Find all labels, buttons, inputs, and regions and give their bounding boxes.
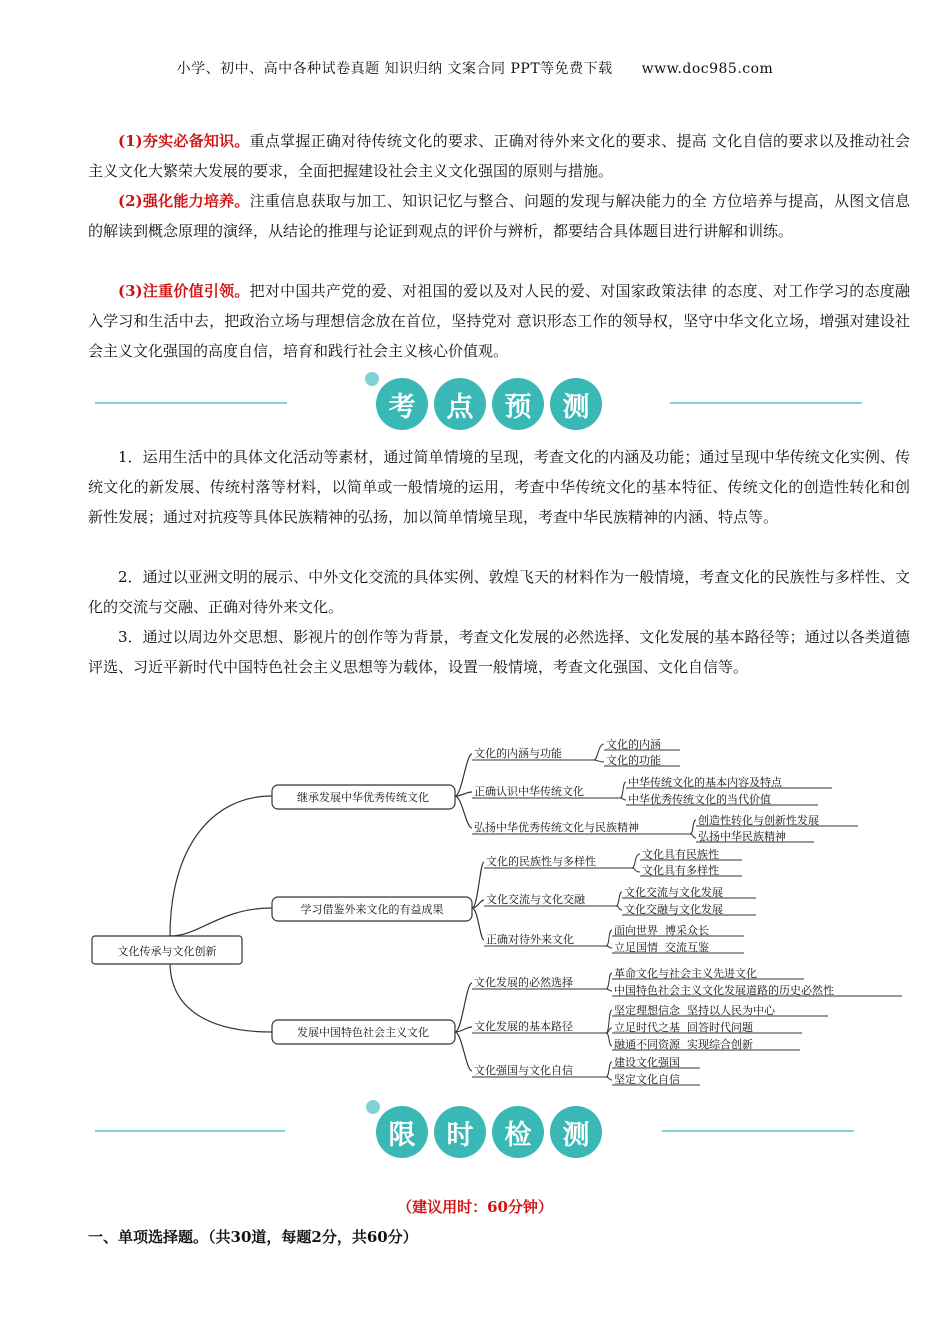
- section-title: 一、单项选择题。（共30道，每题2分，共60分）: [88, 1228, 418, 1246]
- intro-body-2: 注重信息获取与加工、知识记忆与整合、问题的发现与解决能力的全 方位培养与提高，从图文信息的解读到概念原理的演绎，从结论的推理与论证到观点的评价与辨析，都要结合具体题目进行讲解和训练。: [88, 192, 910, 240]
- banner-line-right: [662, 1130, 854, 1132]
- banner-char: 测: [550, 1106, 602, 1158]
- mind-sub: 文化的内涵与功能: [474, 747, 562, 760]
- mind-sub: 文化发展的基本路径: [474, 1020, 573, 1033]
- mind-leaf: 面向世界 博采众长: [614, 924, 709, 937]
- intro-body-1: 重点掌握正确对待传统文化的要求、正确对待外来文化的要求、提高 文化自信的要求以及推动社会主义文化大繁荣大发展的要求，全面把握建设社会主义文化强国的原则与措施。: [88, 132, 910, 180]
- mind-leaf: 立足时代之基 回答时代问题: [614, 1021, 753, 1034]
- mind-sub: 文化交流与文化交融: [486, 893, 585, 906]
- header-url[interactable]: www.doc985.com: [641, 61, 774, 77]
- intro-lead-2: (2)强化能力培养。: [118, 192, 250, 210]
- mind-leaf: 文化交流与文化发展: [624, 886, 723, 899]
- intro-lead-1: (1)夯实必备知识。: [118, 132, 250, 150]
- mind-leaf: 融通不同资源 实现综合创新: [614, 1038, 753, 1051]
- banner-predict: [0, 374, 950, 434]
- banner-line-left: [95, 1130, 285, 1132]
- intro-paragraph-2: [88, 186, 910, 246]
- intro-lead-3: (3)注重价值引领。: [118, 282, 250, 300]
- banner-char: 时: [434, 1106, 486, 1158]
- mind-leaf: 文化具有民族性: [642, 848, 719, 861]
- mind-leaf: 文化具有多样性: [642, 864, 719, 877]
- mind-sub: 弘扬中华优秀传统文化与民族精神: [474, 821, 639, 834]
- banner-char: 检: [492, 1106, 544, 1158]
- mind-map: [0, 730, 950, 1090]
- banner-test: [0, 1102, 950, 1162]
- intro-paragraph-1: [88, 126, 910, 186]
- mind-leaf: 中华优秀传统文化的当代价值: [628, 793, 771, 806]
- mind-leaf: 弘扬中华民族精神: [698, 830, 786, 843]
- mind-leaf: 文化的功能: [606, 754, 661, 767]
- mind-leaf: 文化的内涵: [606, 738, 661, 751]
- page-header: [0, 58, 950, 78]
- suggested-time: （建议用时：60分钟）: [397, 1198, 553, 1216]
- banner-char: 预: [492, 378, 544, 430]
- intro-body-3: 把对中国共产党的爱、对祖国的爱以及对人民的爱、对国家政策法律 的态度、对工作学习的态度融入学习和生活中去，把政治立场与理想信念放在首位，坚持党对 意识形态工作的领导权，坚守中华文化立场，增强对建设社会主义文化强国的高度自信，培育和践行社会主义核心价值观。: [88, 282, 910, 360]
- banner-char: 点: [434, 378, 486, 430]
- prediction-1: 1．运用生活中的具体文化活动等素材，通过简单情境的呈现，考查文化的内涵及功能；通过呈现中华传统文化实例、传统文化的新发展、传统村落等材料，以简单或一般情境的运用，考查中华传统文化的基本特征、传统文化的创造性转化和创新性发展；通过对抗疫等具体民族精神的弘扬，加以简单情境呈现，考查中华民族精神的内涵、特点等。: [88, 448, 910, 526]
- banner-char: 限: [376, 1106, 428, 1158]
- mind-leaf: 建设文化强国: [614, 1056, 680, 1069]
- mind-leaf: 中国特色社会主义文化发展道路的历史必然性: [614, 984, 834, 997]
- prediction-3: 3．通过以周边外交思想、影视片的创作等为背景，考查文化发展的必然选择、文化发展的基本路径等；通过以各类道德评选、习近平新时代中国特色社会主义思想等为载体，设置一般情境，考查文化强国、文化自信等。: [88, 628, 910, 676]
- mind-sub: 文化强国与文化自信: [474, 1064, 573, 1077]
- banner-line-left: [95, 402, 287, 404]
- mind-leaf: 中华传统文化的基本内容及特点: [628, 776, 782, 789]
- header-text: 小学、初中、高中各种试卷真题 知识归纳 文案合同 PPT等免费下载: [176, 61, 613, 77]
- mind-sub: 正确认识中华传统文化: [474, 785, 584, 798]
- mind-branch-3: 发展中国特色社会主义文化: [297, 1026, 429, 1039]
- mind-branch-2: 学习借鉴外来文化的有益成果: [300, 903, 444, 916]
- banner-char: 考: [376, 378, 428, 430]
- mind-sub: 正确对待外来文化: [486, 933, 574, 946]
- banner-char: 测: [550, 378, 602, 430]
- mind-leaf: 创造性转化与创新性发展: [698, 814, 819, 827]
- mind-sub: 文化发展的必然选择: [474, 976, 573, 989]
- mind-leaf: 立足国情 交流互鉴: [614, 941, 709, 954]
- banner-line-right: [670, 402, 862, 404]
- mind-leaf: 坚定文化自信: [614, 1073, 680, 1086]
- mind-leaf: 坚定理想信念 坚持以人民为中心: [614, 1004, 775, 1017]
- prediction-2: 2．通过以亚洲文明的展示、中外文化交流的具体实例、敦煌飞天的材料作为一般情境，考查文化的民族性与多样性、文化的交流与交融、正确对待外来文化。: [88, 568, 910, 616]
- mind-root: 文化传承与文化创新: [117, 945, 217, 958]
- mind-sub: 文化的民族性与多样性: [486, 855, 596, 868]
- mind-leaf: 革命文化与社会主义先进文化: [614, 967, 757, 980]
- intro-paragraph-3: [88, 276, 910, 366]
- mind-leaf: 文化交融与文化发展: [624, 903, 723, 916]
- mind-branch-1: 继承发展中华优秀传统文化: [297, 791, 429, 804]
